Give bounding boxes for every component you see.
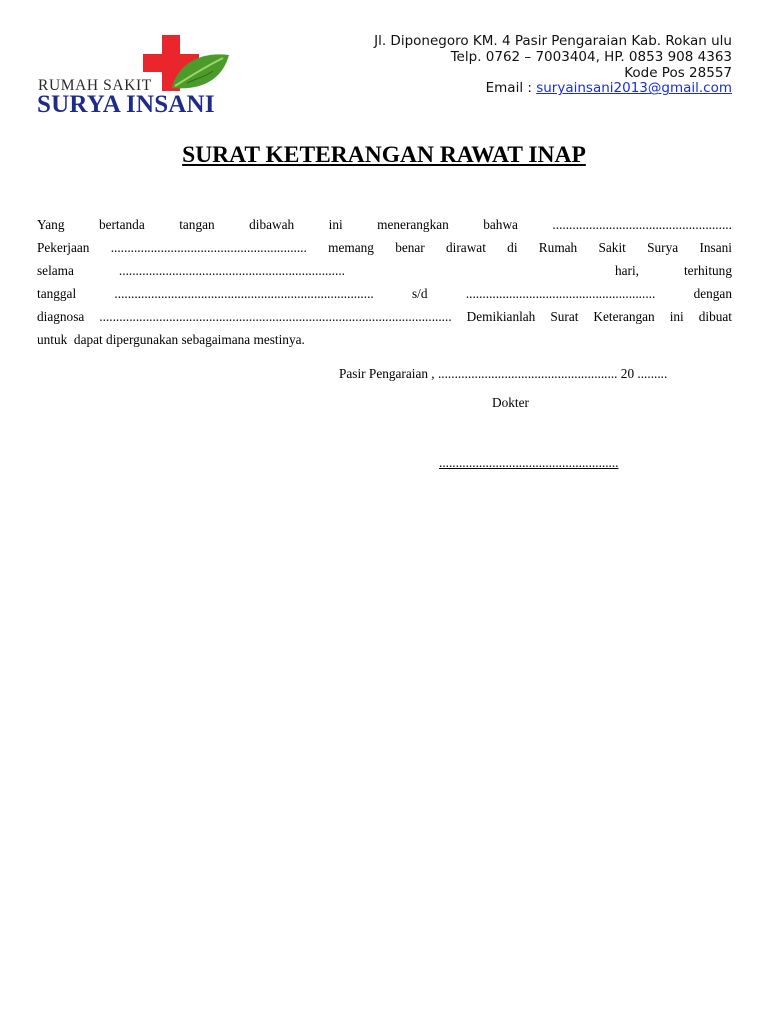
body-line-5 xyxy=(37,305,732,328)
postcode-line: Kode Pos 28557 xyxy=(624,64,732,81)
body-word: tangan xyxy=(179,217,215,232)
body-word: terhitung xyxy=(683,263,732,278)
body-word: memang xyxy=(328,240,374,255)
body-word: dirawat xyxy=(446,240,486,255)
body-line-1 xyxy=(37,213,732,236)
diagnosis-blank: .......................................................................................................... xyxy=(99,309,452,324)
body-word: s/d xyxy=(412,286,428,301)
logo-text-top: RUMAH SAKIT xyxy=(38,77,152,94)
signer-role: Dokter xyxy=(492,395,529,410)
body-word: Rumah xyxy=(538,240,578,255)
start-date-blank: .............................................................................. xyxy=(114,286,374,301)
email-line xyxy=(374,81,732,97)
email-label: Email : xyxy=(485,80,537,97)
signature-line: ...................................................... xyxy=(439,455,619,470)
address-line: Jl. Diponegoro KM. 4 Pasir Pengaraian Kab. Rokan ulu xyxy=(374,33,732,49)
body-line-4 xyxy=(37,282,732,305)
occupation-blank: ........................................................... xyxy=(110,240,307,255)
body-word: Insani xyxy=(699,240,732,255)
body-word: hari, xyxy=(614,263,639,278)
body-line-2 xyxy=(37,236,732,259)
body-word: Surya xyxy=(647,240,679,255)
body-word: Demikianlah xyxy=(466,309,536,324)
body-word: ini xyxy=(669,309,684,324)
body-word: dibawah xyxy=(249,217,295,232)
body-word: dengan xyxy=(693,286,732,301)
body-word: ini xyxy=(328,217,343,232)
body-word: Sakit xyxy=(598,240,626,255)
body-word: Pekerjaan xyxy=(37,240,90,255)
hospital-logo xyxy=(37,33,230,119)
logo-text-bottom: SURYA INSANI xyxy=(37,91,215,118)
body-word: selama xyxy=(37,263,74,278)
body-word: menerangkan xyxy=(377,217,449,232)
name-blank: ...................................................... xyxy=(552,217,732,232)
document-title: SURAT KETERANGAN RAWAT INAP xyxy=(182,142,586,168)
body-word: Yang xyxy=(37,217,65,232)
body-word: Surat xyxy=(550,309,579,324)
body-word: dibuat xyxy=(698,309,732,324)
body-line-3 xyxy=(37,259,732,282)
body-word: Keterangan xyxy=(593,309,655,324)
email-link[interactable]: suryainsani2013@gmail.com xyxy=(536,80,732,97)
end-date-blank: ......................................................... xyxy=(465,286,656,301)
document-body xyxy=(37,213,732,351)
body-word: bertanda xyxy=(98,217,145,232)
body-line-6: untuk dapat dipergunakan sebagaimana mestinya. xyxy=(37,332,305,347)
body-word: di xyxy=(507,240,518,255)
duration-blank: .................................................................... xyxy=(118,263,345,278)
body-word: bahwa xyxy=(483,217,518,232)
body-word: diagnosa xyxy=(37,309,85,324)
body-word: tanggal xyxy=(37,286,77,301)
place-date: Pasir Pengaraian , ...................................................... 20 ......... xyxy=(339,366,668,381)
phone-line: Telp. 0762 – 7003404, HP. 0853 908 4363 xyxy=(450,48,732,65)
hospital-address xyxy=(374,34,732,97)
body-word: benar xyxy=(395,240,425,255)
